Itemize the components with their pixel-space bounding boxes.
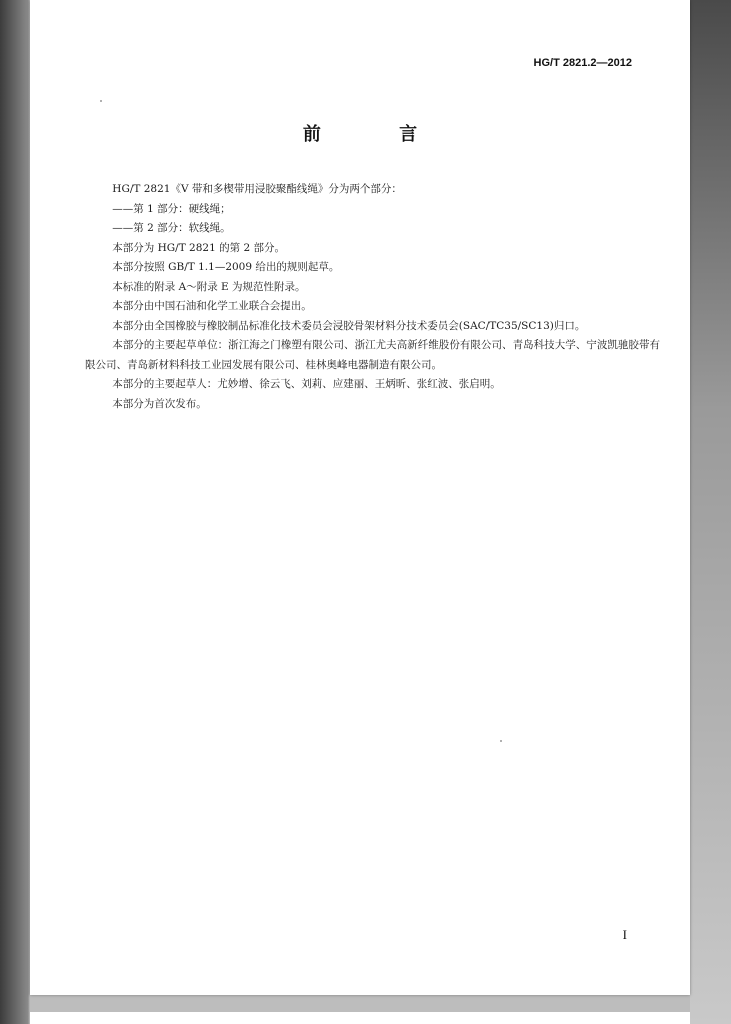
- page-title: 前 言: [302, 124, 454, 145]
- paragraph: 本部分由全国橡胶与橡胶制品标准化技术委员会浸胶骨架材料分技术委员会(SAC/TC35/SC13)归口。: [112, 319, 586, 332]
- next-page-edge: [30, 1012, 690, 1024]
- foreword-body: [85, 180, 660, 414]
- list-item: ——第 1 部分：硬线绳；: [112, 202, 231, 215]
- scanner-edge: [690, 0, 731, 1024]
- paragraph: 本部分的主要起草单位：浙江海之门橡塑有限公司、浙江尤夫高新纤维股份有限公司、青岛科技大学、宁波凯驰胶带有限公司、青岛新材料科技工业园发展有限公司、桂林奥峰电器制造有限公司。: [85, 339, 660, 371]
- paragraph: 本部分按照 GB/T 1.1—2009 给出的规则起草。: [112, 261, 340, 273]
- standard-number: HG/T 2821.2—2012: [533, 57, 632, 69]
- scan-speck: [100, 100, 102, 102]
- document-page: [30, 0, 690, 995]
- page-number: I: [622, 927, 627, 942]
- paragraph: 本部分由中国石油和化学工业联合会提出。: [112, 300, 312, 312]
- scan-speck: [500, 740, 502, 742]
- paragraph: 本部分为 HG/T 2821 的第 2 部分。: [112, 241, 285, 254]
- list-item: ——第 2 部分：软线绳。: [112, 222, 231, 234]
- paragraph: 本部分为首次发布。: [112, 397, 207, 410]
- paragraph: 本部分的主要起草人：尤妙增、徐云飞、刘莉、应建丽、王炳昕、张红波、张启明。: [112, 378, 501, 390]
- paragraph: 本标准的附录 A～附录 E 为规范性附录。: [112, 280, 306, 293]
- paragraph: HG/T 2821《V 带和多楔带用浸胶聚酯线绳》分为两个部分：: [112, 183, 402, 195]
